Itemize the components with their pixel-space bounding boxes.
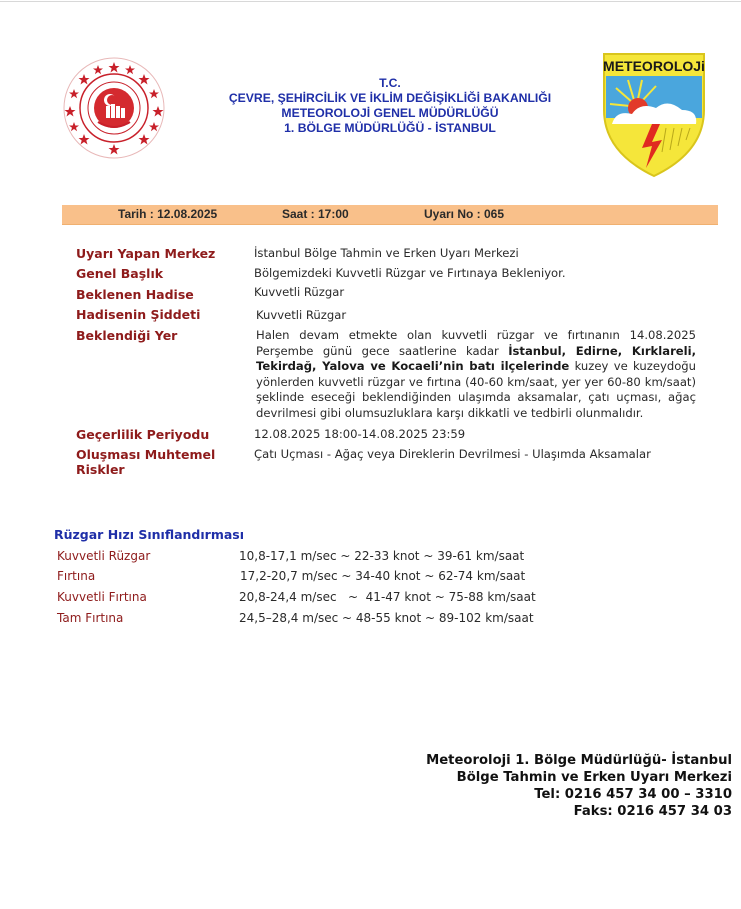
label-issuing-center: Uyarı Yapan Merkez [76, 246, 216, 261]
class-value: 24,5–28,4 m/sec ~ 48-55 knot ~ 89-102 km/saat [239, 611, 534, 625]
class-value: 10,8-17,1 m/sec ~ 22-33 knot ~ 39-61 km/saat [239, 549, 525, 563]
top-divider [0, 1, 741, 2]
meteoroloji-shield-icon [602, 52, 706, 178]
class-name: Kuvvetli Fırtına [57, 590, 147, 604]
value-expected-event: Kuvvetli Rüzgar [254, 285, 345, 299]
header-region: 1. BÖLGE MÜDÜRLÜĞÜ - İSTANBUL [284, 121, 496, 135]
value-possible-risks: Çatı Uçması - Ağaç veya Direklerin Devrilmesi - Ulaşımda Aksamalar [254, 447, 651, 461]
ministry-seal-icon [62, 56, 166, 160]
value-general-title: Bölgemizdeki Kuvvetli Rüzgar ve Fırtınaya Bekleniyor. [254, 266, 566, 280]
location-text-bold: İstanbul, Edirne, Kırklareli, Tekirdağ, Yalova ve Kocaeli’nin batı ilçelerinde [256, 343, 696, 374]
warning-info-band [62, 205, 718, 225]
label-general-title: Genel Başlık [76, 266, 164, 281]
label-possible-risks-line2: Riskler [76, 462, 125, 477]
label-possible-risks [76, 447, 215, 477]
value-severity: Kuvvetli Rüzgar [256, 308, 347, 322]
label-possible-risks-line1: Oluşması Muhtemel [76, 447, 216, 462]
header-tc: T.C. [379, 76, 401, 90]
ministry-header [200, 76, 580, 136]
footer-phone: Tel: 0216 457 34 00 – 3310 [534, 787, 732, 802]
header-directorate: METEOROLOJİ GENEL MÜDÜRLÜĞÜ [281, 106, 499, 120]
footer-fax: Faks: 0216 457 34 03 [573, 804, 732, 819]
header-ministry: ÇEVRE, ŞEHİRCİLİK VE İKLİM DEĞİŞİKLİĞİ BAKANLIĞI [228, 91, 552, 105]
warning-time: Saat : 17:00 [282, 207, 349, 221]
value-validity-period: 12.08.2025 18:00-14.08.2025 23:59 [254, 427, 466, 441]
location-text-a: Halen devam etmekte olan kuvvetli rüzgar ve fırtınanın 14.08.2025 Perşembe günü gece saatlerine kadar [256, 328, 696, 358]
label-severity: Hadisenin Şiddeti [76, 307, 201, 322]
class-name: Kuvvetli Rüzgar [57, 549, 151, 563]
label-validity-period: Geçerlilik Periyodu [76, 427, 210, 442]
class-name: Fırtına [57, 569, 96, 583]
contact-footer [426, 752, 732, 820]
warning-date: Tarih : 12.08.2025 [118, 207, 218, 221]
warning-number: Uyarı No : 065 [424, 207, 505, 221]
label-expected-event: Beklenen Hadise [76, 287, 194, 302]
shield-text: METEOROLOJi [603, 58, 705, 74]
footer-center: Bölge Tahmin ve Erken Uyarı Merkezi [456, 770, 732, 785]
location-text-c: kuzey ve kuzeydoğu yönlerden kuvvetli rüzgar ve fırtına (40-60 km/saat, yer yer 60-80 km/saat) şeklinde eseceği beklendiğinden ulaşımda aksamalar, çatı uçması, ağaç devrilmesi gibi olumsuzluklara karşı dikkatli ve tedbirli olunmalıdır. [256, 359, 696, 420]
label-expected-location: Beklendiği Yer [76, 328, 178, 343]
wind-classification-title: Rüzgar Hızı Sınıflandırması [54, 527, 245, 542]
class-name: Tam Fırtına [57, 611, 124, 625]
value-expected-location [256, 328, 696, 422]
footer-directorate: Meteoroloji 1. Bölge Müdürlüğü- İstanbul [426, 753, 732, 768]
value-issuing-center: İstanbul Bölge Tahmin ve Erken Uyarı Merkezi [254, 246, 519, 260]
class-value: 20,8-24,4 m/sec ~ 41-47 knot ~ 75-88 km/saat [239, 590, 536, 604]
class-value: 17,2-20,7 m/sec ~ 34-40 knot ~ 62-74 km/saat [240, 569, 526, 583]
